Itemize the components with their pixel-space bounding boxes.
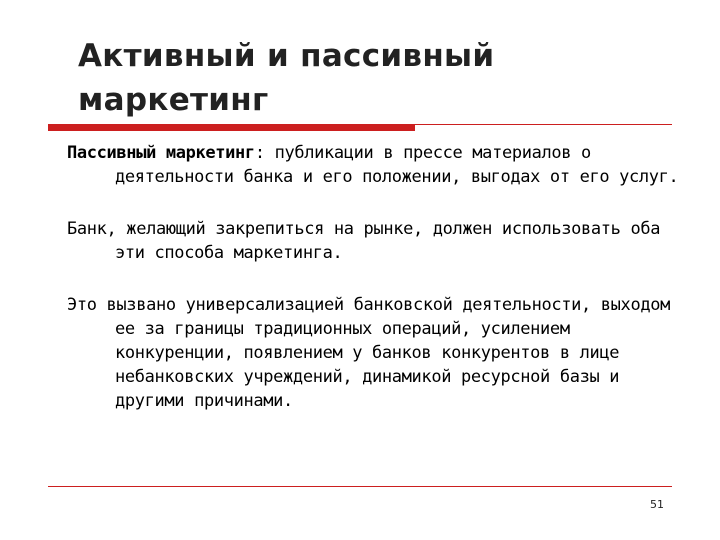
slide-body: [67, 141, 697, 413]
paragraph-both-methods: [67, 217, 697, 265]
paragraph-passive-marketing: [67, 141, 697, 189]
paragraph-text: Это вызвано универсализацией банковской деятельности, выходом ее за границы традиционных операций, усилением конкуренции, появлением у банков конкурентов в лице небанковских учреждений, динамикой ресурсной базы и другими причинами.: [67, 295, 670, 411]
slide-title: Активный и пассивный маркетинг: [78, 38, 495, 118]
paragraph-text: Банк, желающий закрепиться на рынке, должен использовать оба эти способа маркетинга.: [67, 219, 661, 263]
footer-divider: [48, 486, 672, 487]
title-underline-accent: [48, 124, 415, 131]
page-number: 51: [650, 498, 664, 511]
title-underline-thin: [415, 124, 672, 125]
paragraph-text: : публикации в прессе материалов о деятельности банка и его положении, выгодах от его услуг.: [115, 143, 679, 187]
paragraph-reasons: [67, 293, 697, 413]
paragraph-lead: Пассивный маркетинг: [67, 143, 255, 163]
